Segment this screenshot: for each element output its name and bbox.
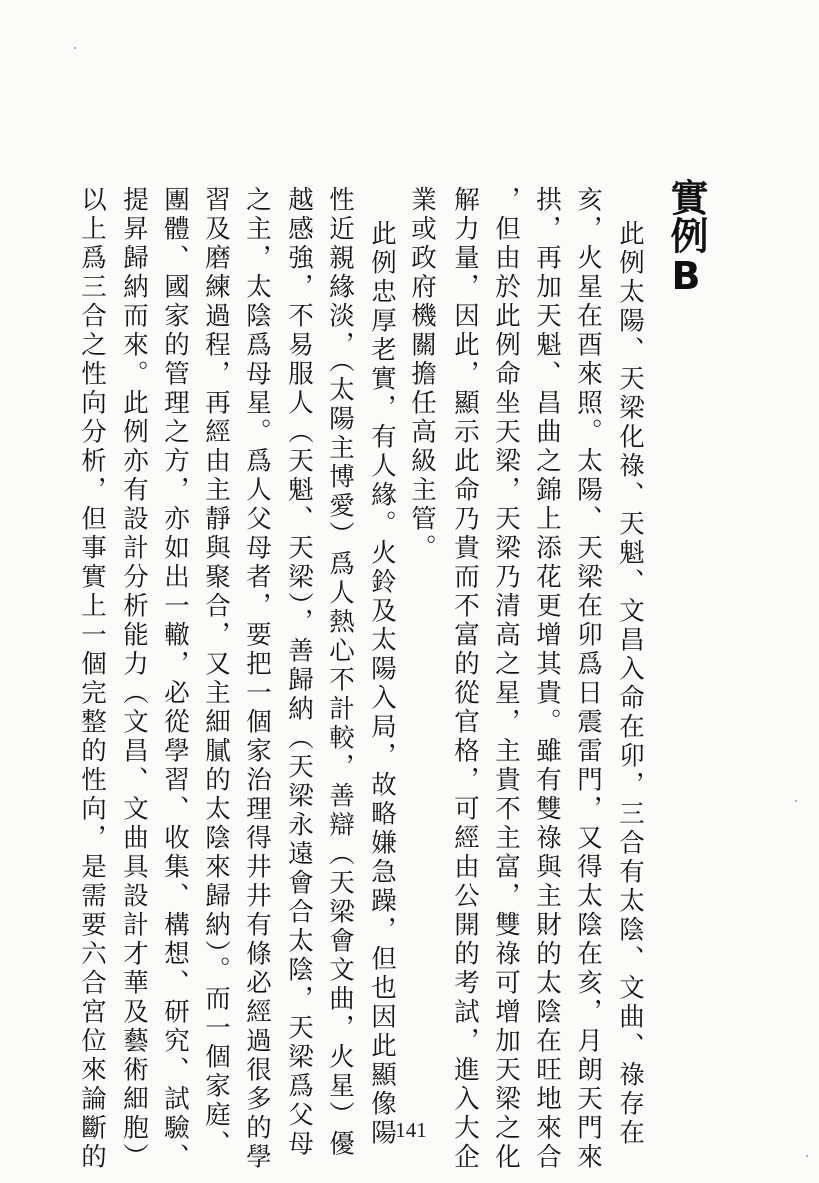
text-column: 之主，太陰爲母星。爲人父母者，要把一個家治理得井井有條必經過很多的學 — [242, 186, 272, 1172]
text-column: 以上爲三合之性向分析，但事實上一個完整的性向，是需要六合宮位來論斷的 — [77, 186, 107, 1172]
text-column: 解力量，因此，顯示此命乃貴而不富的從官格，可經由公開的考試，進入大企 — [450, 186, 480, 1172]
text-column: 性近親緣淡，（太陽主博愛）爲人熱心不計較，善辯（天梁會文曲，火星）優 — [325, 186, 355, 1160]
scan-speck — [795, 800, 797, 802]
text-column: 團體、國家的管理之方，亦如出一轍，必從學習、收集、構想、研究、試驗、 — [160, 186, 190, 1172]
text-column: 業或政府機關擔任高級主管。 — [407, 186, 437, 563]
text-column: 越感強，不易服人（天魁、天梁），善歸納（天梁永遠會合太陰，天梁爲父母 — [284, 186, 314, 1160]
text-column: 習及磨練過程，再經由主靜與聚合，又主細膩的太陰來歸納）。而一個家庭、 — [201, 186, 231, 1160]
text-column: 提昇歸納而來。此例亦有設計分析能力（文昌、文曲具設計才華及藝術細胞） — [119, 186, 149, 1172]
text-column: 拱，再加天魁、昌曲之錦上添花更增其貴。雖有雙祿與主財的太陰在旺地來合 — [532, 186, 562, 1172]
text-column: 此例忠厚老實，有人緣。火鈴及太陽入局，故略嫌急躁，但也因此顯像陽 — [367, 220, 397, 1148]
section-heading: 實例B — [664, 178, 708, 298]
text-column: ，但由於此例命坐天梁，天梁乃清高之星，主貴不主富，雙祿可增加天梁之化 — [491, 186, 521, 1172]
page-number: 141 — [395, 1118, 427, 1142]
scan-speck — [74, 47, 76, 49]
scan-speck — [806, 1155, 808, 1157]
text-column: 亥，火星在酉來照。太陽、天梁在卯爲日震雷門，又得太陰在亥，月朗天門來 — [573, 186, 603, 1172]
text-column: 此例太陽、天梁化祿、天魁、文昌入命在卯，三合有太陰、文曲、祿存在 — [615, 220, 645, 1148]
